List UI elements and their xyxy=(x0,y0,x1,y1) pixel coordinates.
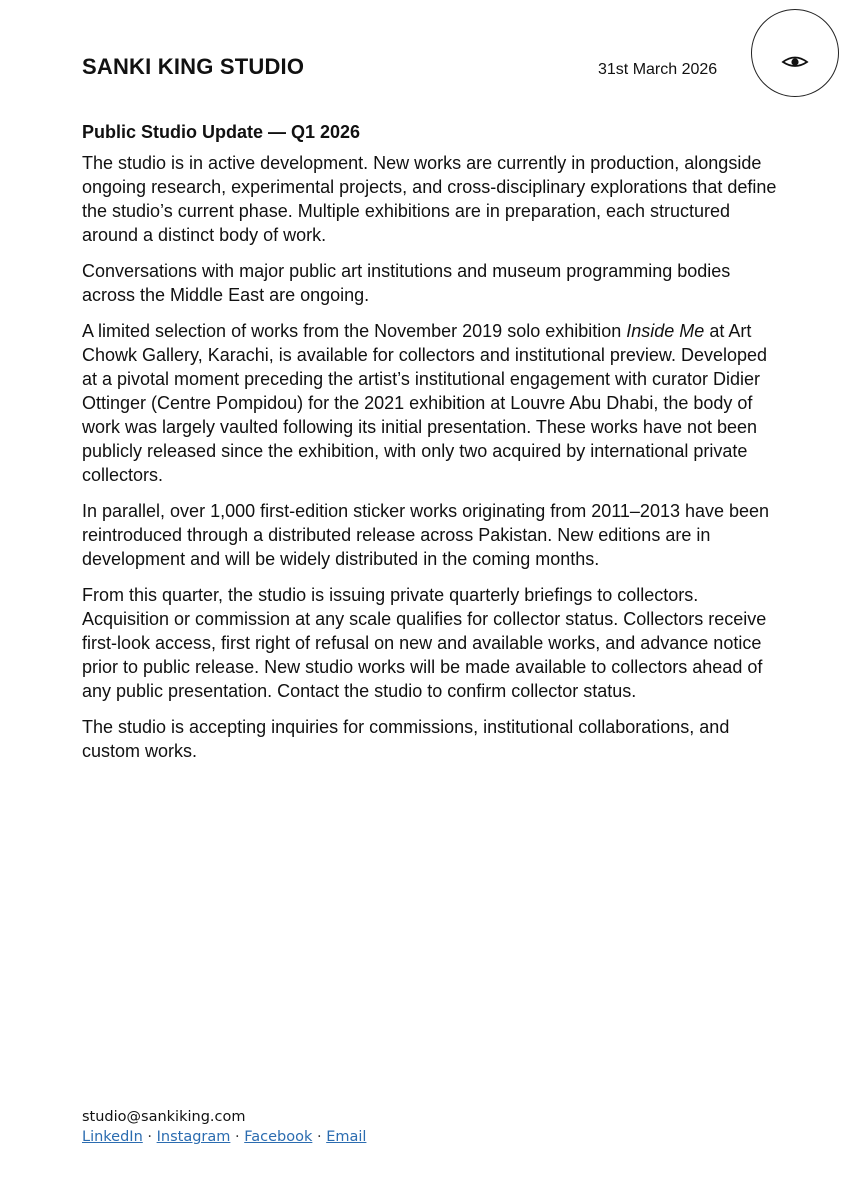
eye-icon xyxy=(781,55,809,69)
footer-links xyxy=(82,1127,366,1147)
paragraph-development: The studio is in active development. New works are currently in production, alongside ongoing research, experimental projects, and cross-disciplinary explorations that define the studio’s current phase. Multiple exhibitions are in preparation, each structured around a distinct body of work. xyxy=(82,153,777,245)
update-title: Public Studio Update — Q1 2026 xyxy=(82,122,361,142)
facebook-link[interactable]: Facebook xyxy=(244,1129,313,1145)
paragraph-inquiries: The studio is accepting inquiries for commissions, institutional collaborations, and custom works. xyxy=(82,717,730,761)
studio-name: SANKI KING STUDIO xyxy=(82,54,305,79)
linkedin-link[interactable]: LinkedIn xyxy=(82,1129,143,1145)
email-link[interactable]: Email xyxy=(326,1129,367,1145)
paragraph-stickers: In parallel, over 1,000 first-edition sticker works originating from 2011–2013 have been reintroduced through a distributed release across Pakistan. New editions are in development and will be widely distributed in the coming months. xyxy=(82,501,770,569)
paragraph-inside-me xyxy=(82,319,782,487)
footer-email: studio@sankiking.com xyxy=(82,1109,246,1125)
link-separator: · xyxy=(316,1129,322,1145)
instagram-link[interactable]: Instagram xyxy=(156,1129,231,1145)
update-body xyxy=(82,151,782,775)
document-date: 31st March 2026 xyxy=(598,61,718,78)
paragraph-inside-me-before: A limited selection of works from the November 2019 solo exhibition xyxy=(82,321,627,341)
exhibition-title: Inside Me xyxy=(626,321,705,341)
link-separator: · xyxy=(147,1129,152,1145)
footer xyxy=(82,1107,366,1147)
paragraph-inside-me-after: at Art Chowk Gallery, Karachi, is available for collectors and institutional preview. Developed at a pivotal moment preceding the artist’s institutional engagement with curator Didier Ottinger (Centre Pompidou) for the 2021 exhibition at Louvre Abu Dhabi, the body of work was largely vaulted following its initial presentation. These works have not been publicly released since the exhibition, with only two acquired by international private collectors. xyxy=(82,321,768,485)
link-separator: · xyxy=(235,1129,240,1145)
studio-logo xyxy=(751,9,839,97)
paragraph-institutions: Conversations with major public art institutions and museum programming bodies across the Middle East are ongoing. xyxy=(82,261,731,305)
paragraph-collectors: From this quarter, the studio is issuing private quarterly briefings to collectors. Acquisition or commission at any scale qualifies for collector status. Collectors receive first-look access, first right of refusal on new and available works, and advance notice prior to public release. New studio works will be made available to collectors ahead of any public presentation. Contact the studio to confirm collector status. xyxy=(82,585,767,701)
